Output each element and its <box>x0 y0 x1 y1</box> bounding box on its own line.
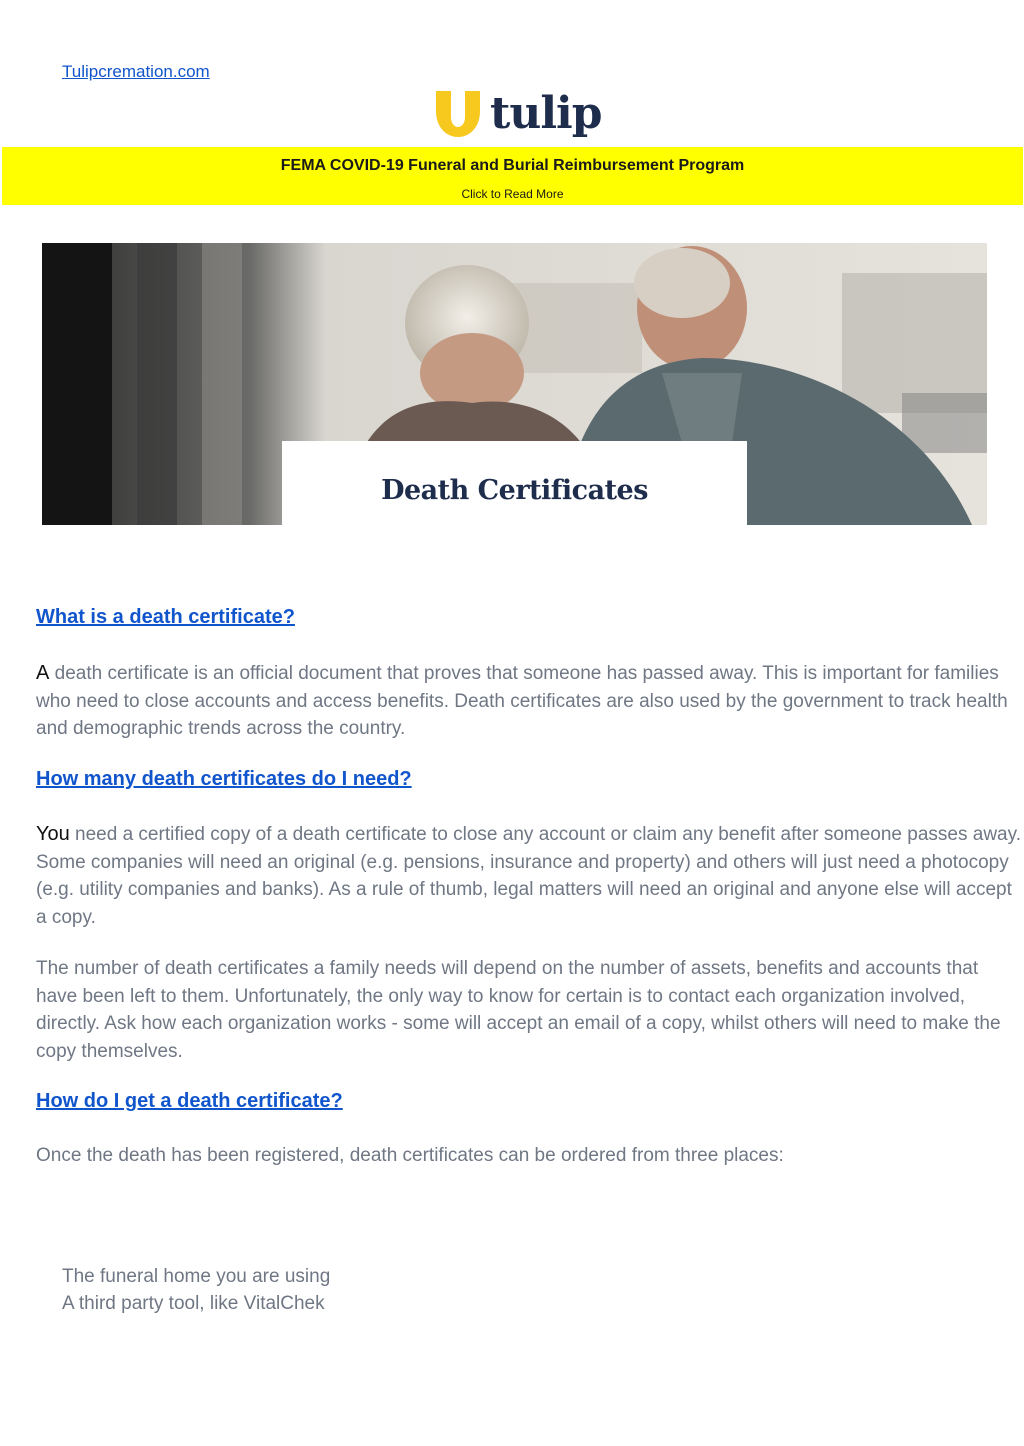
paragraph-text: need a certified copy of a death certificate to close any account or claim any benefit after someone passes away. Some companies will need an original (e.g. pensions, insurance and property) and others will just need a photocopy (e.g. utility companies and banks). As a rule of thumb, legal matters will need an original and anyone else will accept a copy. <box>36 824 1021 928</box>
banner-title: FEMA COVID-19 Funeral and Burial Reimbursement Program <box>280 157 745 174</box>
paragraph-how-many-2 <box>36 955 1021 1065</box>
paragraph-text: Once the death has been registered, death certificates can be ordered from three places: <box>36 1145 784 1166</box>
heading-what-is[interactable]: What is a death certificate? <box>36 606 295 628</box>
paragraph-text: death certificate is an official document that proves that someone has passed away. This is important for families who need to close accounts and access benefits. Death certificates are also used by the government to track health and demographic trends across the country. <box>36 663 1008 739</box>
list-item: The funeral home you are using <box>62 1266 331 1287</box>
hero-image <box>42 243 987 525</box>
fema-banner[interactable] <box>2 147 1023 205</box>
paragraph-how-many-1 <box>36 821 1021 931</box>
banner-read-more[interactable]: Click to Read More <box>461 187 564 201</box>
paragraph-what-is <box>36 660 1021 743</box>
logo-wordmark: tulip <box>490 88 602 139</box>
paragraph-how-get <box>36 1142 1021 1170</box>
heading-how-get[interactable]: How do I get a death certificate? <box>36 1090 343 1112</box>
heading-how-many[interactable]: How many death certificates do I need? <box>36 768 412 790</box>
hero-title: Death Certificates <box>381 475 648 506</box>
site-link[interactable]: Tulipcremation.com <box>62 62 210 81</box>
hero-title-card <box>282 441 747 525</box>
list-item: A third party tool, like VitalChek <box>62 1293 325 1314</box>
paragraph-text: The number of death certificates a family needs will depend on the number of assets, benefits and accounts that have been left to them. Unfortunately, the only way to know for certain is to contact each organization involved, directly. Ask how each organization works - some will accept an email of a copy, whilst others will need to make the copy themselves. <box>36 958 1001 1062</box>
paragraph-lead: A <box>36 662 50 684</box>
tulip-logo[interactable] <box>434 86 602 142</box>
tulip-logo-icon <box>434 89 482 139</box>
paragraph-lead: You <box>36 823 70 845</box>
